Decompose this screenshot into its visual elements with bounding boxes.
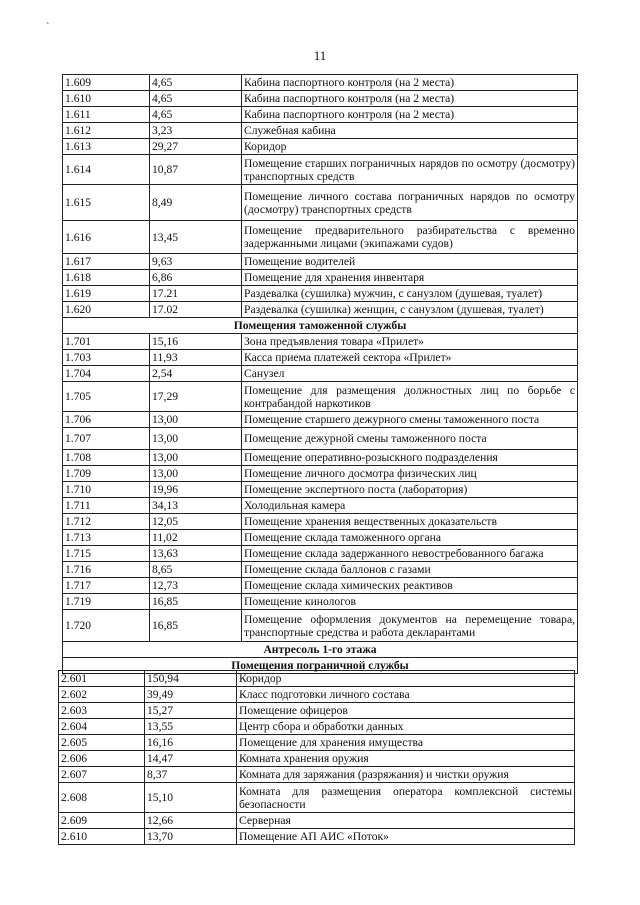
room-area: 16,16 <box>145 735 237 751</box>
room-code: 1.701 <box>63 334 150 350</box>
table-row <box>63 482 578 498</box>
room-name: Помещение склада химических реактивов <box>242 578 578 594</box>
room-name: Комната для размещения оператора комплексной системы безопасности <box>237 783 575 813</box>
table-row <box>63 546 578 562</box>
room-name: Коридор <box>242 139 578 155</box>
room-code: 2.606 <box>59 751 145 767</box>
table-row <box>63 302 578 318</box>
room-name: Помещение оформления документов на перемещение товара, транспортные средства и работа декларантами <box>242 610 578 642</box>
room-code: 1.709 <box>63 466 150 482</box>
room-code: 2.601 <box>59 671 145 687</box>
room-name: Помещение оперативно-розыскного подразделения <box>242 450 578 466</box>
room-code: 1.611 <box>63 107 150 123</box>
table-row <box>63 155 578 185</box>
customs-service-rows <box>63 334 578 642</box>
room-code: 2.608 <box>59 783 145 813</box>
table-row <box>63 382 578 412</box>
room-name: Зона предъявления товара «Прилет» <box>242 334 578 350</box>
table-row <box>63 91 578 107</box>
room-code: 1.705 <box>63 382 150 412</box>
room-name: Помещение склада таможенного органа <box>242 530 578 546</box>
table-row <box>59 783 575 813</box>
room-name: Раздевалка (сушилка) женщин, с санузлом (душевая, туалет) <box>242 302 578 318</box>
room-area: 16,85 <box>150 594 242 610</box>
table-row <box>63 75 578 91</box>
table-row <box>63 123 578 139</box>
room-code: 1.616 <box>63 221 150 254</box>
room-area: 16,85 <box>150 610 242 642</box>
section-title-customs: Помещения таможенной службы <box>63 318 578 334</box>
table-row <box>63 366 578 382</box>
table-row <box>63 185 578 221</box>
table-row <box>63 514 578 530</box>
table-row <box>63 221 578 254</box>
room-code: 1.712 <box>63 514 150 530</box>
room-code: 2.602 <box>59 687 145 703</box>
table-row <box>63 139 578 155</box>
room-area: 4,65 <box>150 91 242 107</box>
room-area: 29,27 <box>150 139 242 155</box>
room-area: 2,54 <box>150 366 242 382</box>
room-name: Помещение офицеров <box>237 703 575 719</box>
room-code: 1.715 <box>63 546 150 562</box>
room-name: Помещение экспертного поста (лаборатория) <box>242 482 578 498</box>
room-code: 2.603 <box>59 703 145 719</box>
room-code: 1.612 <box>63 123 150 139</box>
room-name: Касса приема платежей сектора «Прилет» <box>242 350 578 366</box>
room-area: 19,96 <box>150 482 242 498</box>
room-area: 8,49 <box>150 185 242 221</box>
room-name: Помещение для размещения должностных лиц по борьбе с контрабандой наркотиков <box>242 382 578 412</box>
table-row <box>59 813 575 829</box>
table-row <box>63 286 578 302</box>
room-area: 17.21 <box>150 286 242 302</box>
table-row <box>59 829 575 845</box>
room-name: Помещение дежурной смены таможенного поста <box>242 428 578 450</box>
room-area: 11,93 <box>150 350 242 366</box>
room-name: Помещение для хранения имущества <box>237 735 575 751</box>
room-name: Помещение хранения вещественных доказательств <box>242 514 578 530</box>
room-code: 1.703 <box>63 350 150 366</box>
room-code: 1.617 <box>63 254 150 270</box>
room-code: 2.607 <box>59 767 145 783</box>
premises-table <box>62 74 578 674</box>
table-row <box>63 107 578 123</box>
room-code: 1.717 <box>63 578 150 594</box>
table-row <box>63 498 578 514</box>
room-area: 6,86 <box>150 270 242 286</box>
room-area: 39,49 <box>145 687 237 703</box>
table-row <box>63 428 578 450</box>
table-row <box>63 350 578 366</box>
room-name: Серверная <box>237 813 575 829</box>
room-area: 10,87 <box>150 155 242 185</box>
table-row <box>63 578 578 594</box>
table-row <box>59 735 575 751</box>
section-row <box>63 642 578 658</box>
room-code: 1.620 <box>63 302 150 318</box>
room-name: Служебная кабина <box>242 123 578 139</box>
room-area: 13,00 <box>150 428 242 450</box>
room-code: 2.609 <box>59 813 145 829</box>
room-area: 12,05 <box>150 514 242 530</box>
room-area: 3,23 <box>150 123 242 139</box>
room-name: Кабина паспортного контроля (на 2 места) <box>242 91 578 107</box>
room-area: 150,94 <box>145 671 237 687</box>
room-name: Помещение старших пограничных нарядов по осмотру (досмотру) транспортных средств <box>242 155 578 185</box>
room-code: 1.708 <box>63 450 150 466</box>
room-name: Центр сбора и обработки данных <box>237 719 575 735</box>
room-code: 1.619 <box>63 286 150 302</box>
border-service-rows <box>63 75 578 318</box>
mezzanine-border-rows <box>59 671 575 845</box>
table-row <box>59 671 575 687</box>
room-name: Помещение водителей <box>242 254 578 270</box>
room-code: 1.614 <box>63 155 150 185</box>
room-code: 1.613 <box>63 139 150 155</box>
room-area: 8,37 <box>145 767 237 783</box>
room-area: 13,63 <box>150 546 242 562</box>
room-area: 4,65 <box>150 107 242 123</box>
room-code: 1.720 <box>63 610 150 642</box>
room-name: Санузел <box>242 366 578 382</box>
room-name: Кабина паспортного контроля (на 2 места) <box>242 75 578 91</box>
room-name: Раздевалка (сушилка) мужчин, с санузлом (душевая, туалет) <box>242 286 578 302</box>
table-row <box>63 594 578 610</box>
room-code: 1.711 <box>63 498 150 514</box>
room-name: Помещение личного состава пограничных нарядов по осмотру (досмотру) транспортных средств <box>242 185 578 221</box>
room-name: Помещение для хранения инвентаря <box>242 270 578 286</box>
room-area: 15,16 <box>150 334 242 350</box>
room-name: Помещение предварительного разбирательства с временно задержанными лицами (экипажами судов) <box>242 221 578 254</box>
room-code: 1.710 <box>63 482 150 498</box>
room-code: 1.618 <box>63 270 150 286</box>
room-area: 15,10 <box>145 783 237 813</box>
room-name: Коридор <box>237 671 575 687</box>
room-code: 1.707 <box>63 428 150 450</box>
room-name: Кабина паспортного контроля (на 2 места) <box>242 107 578 123</box>
room-area: 13,55 <box>145 719 237 735</box>
table-row <box>59 687 575 703</box>
table-row <box>59 767 575 783</box>
room-name: Класс подготовки личного состава <box>237 687 575 703</box>
table-row <box>59 719 575 735</box>
room-code: 1.719 <box>63 594 150 610</box>
table-row <box>63 254 578 270</box>
mezzanine-table <box>58 670 575 845</box>
table-row <box>63 466 578 482</box>
table-row <box>59 751 575 767</box>
room-code: 2.610 <box>59 829 145 845</box>
room-code: 2.605 <box>59 735 145 751</box>
room-name: Помещение личного досмотра физических лиц <box>242 466 578 482</box>
room-area: 17,29 <box>150 382 242 412</box>
room-area: 12,66 <box>145 813 237 829</box>
room-area: 15,27 <box>145 703 237 719</box>
room-code: 1.713 <box>63 530 150 546</box>
scan-mark: ` <box>46 22 50 33</box>
room-name: Холодильная камера <box>242 498 578 514</box>
table-row <box>63 530 578 546</box>
section-title-border: Помещения пограничной службы <box>63 658 578 674</box>
room-name: Комната хранения оружия <box>237 751 575 767</box>
room-area: 8,65 <box>150 562 242 578</box>
room-area: 11,02 <box>150 530 242 546</box>
section-row <box>63 318 578 334</box>
room-code: 1.609 <box>63 75 150 91</box>
room-area: 13,00 <box>150 450 242 466</box>
room-code: 1.716 <box>63 562 150 578</box>
room-code: 2.604 <box>59 719 145 735</box>
room-code: 1.610 <box>63 91 150 107</box>
table-row <box>59 703 575 719</box>
room-name: Помещение склада баллонов с газами <box>242 562 578 578</box>
room-code: 1.704 <box>63 366 150 382</box>
room-area: 13,70 <box>145 829 237 845</box>
room-area: 13,00 <box>150 412 242 428</box>
table-row <box>63 562 578 578</box>
room-name: Комната для заряжания (разряжания) и чистки оружия <box>237 767 575 783</box>
table-row <box>63 450 578 466</box>
room-area: 13,45 <box>150 221 242 254</box>
room-code: 1.615 <box>63 185 150 221</box>
table-row <box>63 610 578 642</box>
table-row <box>63 334 578 350</box>
room-area: 17.02 <box>150 302 242 318</box>
table-row <box>63 412 578 428</box>
room-name: Помещение АП АИС «Поток» <box>237 829 575 845</box>
room-area: 4,65 <box>150 75 242 91</box>
room-code: 1.706 <box>63 412 150 428</box>
room-area: 34,13 <box>150 498 242 514</box>
room-name: Помещение старшего дежурного смены таможенного поста <box>242 412 578 428</box>
table-row <box>63 270 578 286</box>
room-area: 14,47 <box>145 751 237 767</box>
room-area: 13,00 <box>150 466 242 482</box>
room-name: Помещение кинологов <box>242 594 578 610</box>
page-number: 11 <box>313 48 327 63</box>
room-area: 12,73 <box>150 578 242 594</box>
room-area: 9,63 <box>150 254 242 270</box>
section-title-mezzanine: Антресоль 1-го этажа <box>63 642 578 658</box>
room-name: Помещение склада задержанного невостребованного багажа <box>242 546 578 562</box>
